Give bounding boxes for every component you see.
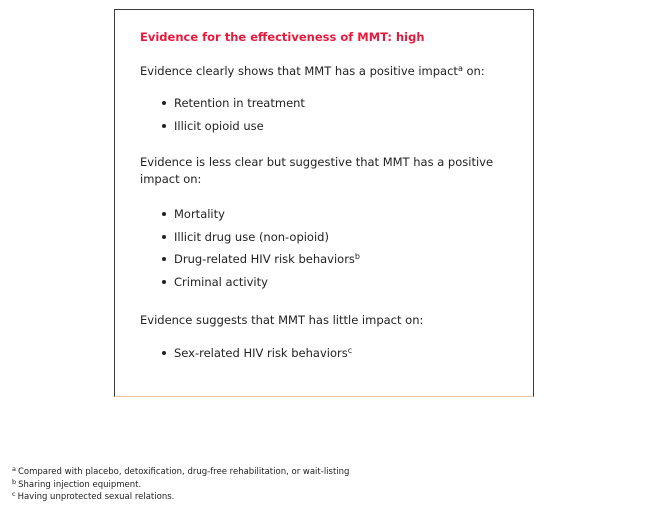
- list-item: [160, 274, 360, 297]
- list-item-text: Mortality: [174, 207, 225, 221]
- list-item-text: Retention in treatment: [174, 96, 305, 110]
- list-item-text: Drug-related HIV risk behaviors: [174, 252, 355, 266]
- footnote-text: Having unprotected sexual relations.: [17, 492, 175, 502]
- section-intro-little: Evidence suggests that MMT has little impact on:: [140, 313, 424, 327]
- list-item: [160, 345, 352, 368]
- footnote-ref-c: c: [347, 346, 353, 355]
- section-intro-tail: on:: [462, 64, 485, 78]
- footnote-c: [12, 491, 349, 504]
- list-item-text: Illicit opioid use: [174, 118, 264, 133]
- footnote-marker: b: [12, 477, 17, 486]
- list-item: [160, 95, 305, 118]
- list-item: [160, 251, 360, 274]
- list-item-text: Illicit drug use (non-opioid): [174, 229, 329, 244]
- bullet-list-little: [160, 345, 352, 368]
- footnote-ref-a: a: [457, 64, 463, 73]
- list-item: [160, 118, 305, 141]
- footnotes: [12, 466, 349, 504]
- footnote-text: Sharing injection equipment.: [18, 479, 142, 490]
- footnote-b: [12, 479, 349, 492]
- footnote-text: Compared with placebo, detoxification, drug-free rehabilitation, or wait-listing: [17, 467, 350, 477]
- bullet-list-clear: [160, 95, 305, 140]
- footnote-marker: c: [12, 490, 16, 498]
- footnote-a: [12, 466, 349, 479]
- bullet-list-suggestive: [160, 206, 360, 296]
- list-item: [160, 229, 360, 252]
- footnote-ref-b: b: [354, 252, 360, 261]
- list-item: [160, 206, 360, 229]
- list-item-text: Sex-related HIV risk behaviors: [174, 346, 348, 360]
- list-item-text: Criminal activity: [174, 274, 268, 289]
- section-intro-clear: [140, 63, 485, 80]
- section-intro-suggestive: Evidence is less clear but suggestive that MMT has a positive impact on:: [140, 155, 494, 186]
- evidence-heading: Evidence for the effectiveness of MMT: high: [140, 30, 425, 44]
- footnote-marker: a: [12, 465, 16, 473]
- evidence-box: [114, 9, 534, 397]
- section-intro-text: Evidence clearly shows that MMT has a positive impact: [140, 64, 458, 78]
